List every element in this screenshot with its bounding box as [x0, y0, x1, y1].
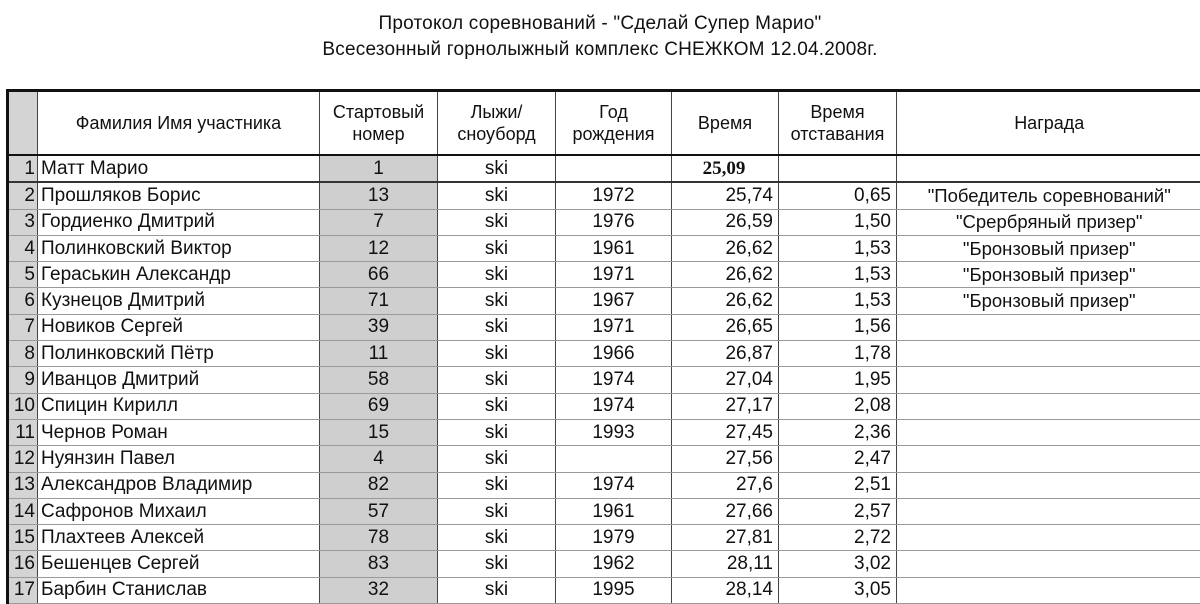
birth-year-cell: 1971: [556, 314, 672, 340]
ski-snowboard-cell: ski: [438, 209, 556, 235]
birth-year-cell: [556, 155, 672, 182]
row-number-cell: 12: [8, 446, 38, 472]
time-cell: 28,11: [672, 551, 779, 577]
participant-name-cell: Гордиенко Дмитрий: [38, 209, 320, 235]
row-number-cell: 6: [8, 288, 38, 314]
header-start-number: [320, 91, 438, 156]
header-name: Фамилия Имя участника: [38, 91, 320, 156]
time-lag-cell: 2,47: [779, 446, 897, 472]
table-row: [8, 235, 1200, 261]
venue-date-subtitle: Всесезонный горнолыжный комплекс СНЕЖКОМ 12.04.2008г.: [0, 37, 1200, 63]
table-row: [8, 182, 1200, 209]
start-number-cell: 32: [320, 577, 438, 603]
start-number-cell: 57: [320, 498, 438, 524]
start-number-cell: 82: [320, 472, 438, 498]
participant-name-cell: Чернов Роман: [38, 419, 320, 445]
time-cell: 27,81: [672, 525, 779, 551]
ski-snowboard-cell: ski: [438, 341, 556, 367]
time-lag-cell: 2,51: [779, 472, 897, 498]
ski-snowboard-cell: ski: [438, 262, 556, 288]
birth-year-cell: [556, 446, 672, 472]
ski-snowboard-cell: ski: [438, 498, 556, 524]
time-lag-cell: 1,95: [779, 367, 897, 393]
time-lag-cell: 0,65: [779, 182, 897, 209]
birth-year-cell: 1976: [556, 209, 672, 235]
birth-year-cell: 1972: [556, 182, 672, 209]
start-number-cell: 66: [320, 262, 438, 288]
row-number-cell: 15: [8, 525, 38, 551]
start-number-cell: 1: [320, 155, 438, 182]
award-cell: "Бронзовый призер": [897, 288, 1200, 314]
award-cell: "Бронзовый призер": [897, 262, 1200, 288]
participant-name-cell: Плахтеев Алексей: [38, 525, 320, 551]
table-row: [8, 498, 1200, 524]
award-cell: "Срербряный призер": [897, 209, 1200, 235]
ski-snowboard-cell: ski: [438, 446, 556, 472]
table-row: [8, 155, 1200, 182]
header-start-number-line1: Стартовый: [322, 101, 435, 123]
header-time-lag: [779, 91, 897, 156]
birth-year-cell: 1966: [556, 341, 672, 367]
table-header-row: [8, 91, 1200, 156]
participant-name-cell: Барбин Станислав: [38, 577, 320, 603]
time-cell: 26,65: [672, 314, 779, 340]
birth-year-cell: 1961: [556, 498, 672, 524]
time-lag-cell: 1,78: [779, 341, 897, 367]
award-cell: "Победитель соревнований": [897, 182, 1200, 209]
participant-name-cell: Спицин Кирилл: [38, 393, 320, 419]
time-lag-cell: 1,53: [779, 288, 897, 314]
row-number-cell: 2: [8, 182, 38, 209]
table-row: [8, 341, 1200, 367]
ski-snowboard-cell: ski: [438, 419, 556, 445]
time-lag-cell: 2,57: [779, 498, 897, 524]
header-lag-line1: Время: [781, 101, 894, 123]
table-row: [8, 525, 1200, 551]
start-number-cell: 12: [320, 235, 438, 261]
award-cell: [897, 551, 1200, 577]
birth-year-cell: 1993: [556, 419, 672, 445]
ski-snowboard-cell: ski: [438, 393, 556, 419]
header-ski-line2: сноуборд: [440, 123, 553, 145]
birth-year-cell: 1971: [556, 262, 672, 288]
start-number-cell: 15: [320, 419, 438, 445]
ski-snowboard-cell: ski: [438, 182, 556, 209]
time-cell: 25,09: [672, 155, 779, 182]
table-row: [8, 551, 1200, 577]
row-number-cell: 3: [8, 209, 38, 235]
start-number-cell: 13: [320, 182, 438, 209]
header-year-line1: Год: [558, 101, 669, 123]
time-cell: 25,74: [672, 182, 779, 209]
ski-snowboard-cell: ski: [438, 525, 556, 551]
time-lag-cell: 2,08: [779, 393, 897, 419]
table-row: [8, 262, 1200, 288]
time-cell: 26,62: [672, 235, 779, 261]
row-number-cell: 1: [8, 155, 38, 182]
start-number-cell: 71: [320, 288, 438, 314]
ski-snowboard-cell: ski: [438, 235, 556, 261]
time-cell: 28,14: [672, 577, 779, 603]
header-start-number-line2: номер: [322, 123, 435, 145]
birth-year-cell: 1974: [556, 393, 672, 419]
results-table: [6, 89, 1200, 604]
award-cell: [897, 393, 1200, 419]
participant-name-cell: Матт Марио: [38, 155, 320, 182]
time-cell: 26,62: [672, 288, 779, 314]
row-number-cell: 11: [8, 419, 38, 445]
award-cell: [897, 472, 1200, 498]
participant-name-cell: Бешенцев Сергей: [38, 551, 320, 577]
header-ski-line1: Лыжи/: [440, 101, 553, 123]
table-row: [8, 393, 1200, 419]
header-award: Награда: [897, 91, 1200, 156]
time-lag-cell: 2,36: [779, 419, 897, 445]
row-number-cell: 7: [8, 314, 38, 340]
participant-name-cell: Гераськин Александр: [38, 262, 320, 288]
time-cell: 26,59: [672, 209, 779, 235]
time-lag-cell: 3,05: [779, 577, 897, 603]
time-lag-cell: 1,50: [779, 209, 897, 235]
participant-name-cell: Прошляков Борис: [38, 182, 320, 209]
award-cell: [897, 577, 1200, 603]
birth-year-cell: 1974: [556, 367, 672, 393]
table-row: [8, 314, 1200, 340]
start-number-cell: 4: [320, 446, 438, 472]
award-cell: [897, 341, 1200, 367]
header-row-number: [8, 91, 38, 156]
time-cell: 27,17: [672, 393, 779, 419]
time-cell: 27,66: [672, 498, 779, 524]
time-cell: 26,87: [672, 341, 779, 367]
participant-name-cell: Нуянзин Павел: [38, 446, 320, 472]
time-cell: 27,45: [672, 419, 779, 445]
time-lag-cell: [779, 155, 897, 182]
time-cell: 26,62: [672, 262, 779, 288]
table-row: [8, 472, 1200, 498]
ski-snowboard-cell: ski: [438, 314, 556, 340]
participant-name-cell: Новиков Сергей: [38, 314, 320, 340]
start-number-cell: 83: [320, 551, 438, 577]
header-birth-year: [556, 91, 672, 156]
start-number-cell: 78: [320, 525, 438, 551]
participant-name-cell: Александров Владимир: [38, 472, 320, 498]
award-cell: [897, 314, 1200, 340]
birth-year-cell: 1974: [556, 472, 672, 498]
table-row: [8, 367, 1200, 393]
table-row: [8, 577, 1200, 603]
birth-year-cell: 1962: [556, 551, 672, 577]
participant-name-cell: Кузнецов Дмитрий: [38, 288, 320, 314]
table-row: [8, 419, 1200, 445]
participant-name-cell: Полинковский Виктор: [38, 235, 320, 261]
header-time: Время: [672, 91, 779, 156]
time-lag-cell: 1,53: [779, 235, 897, 261]
birth-year-cell: 1967: [556, 288, 672, 314]
row-number-cell: 4: [8, 235, 38, 261]
document-title: [0, 11, 1200, 63]
award-cell: [897, 155, 1200, 182]
row-number-cell: 9: [8, 367, 38, 393]
row-number-cell: 8: [8, 341, 38, 367]
birth-year-cell: 1979: [556, 525, 672, 551]
start-number-cell: 7: [320, 209, 438, 235]
time-lag-cell: 1,53: [779, 262, 897, 288]
participant-name-cell: Иванцов Дмитрий: [38, 367, 320, 393]
ski-snowboard-cell: ski: [438, 551, 556, 577]
ski-snowboard-cell: ski: [438, 367, 556, 393]
start-number-cell: 11: [320, 341, 438, 367]
time-lag-cell: 1,56: [779, 314, 897, 340]
award-cell: [897, 446, 1200, 472]
start-number-cell: 58: [320, 367, 438, 393]
time-cell: 27,04: [672, 367, 779, 393]
time-lag-cell: 2,72: [779, 525, 897, 551]
results-body: [8, 155, 1200, 604]
row-number-cell: 13: [8, 472, 38, 498]
participant-name-cell: Полинковский Пётр: [38, 341, 320, 367]
ski-snowboard-cell: ski: [438, 155, 556, 182]
time-lag-cell: 3,02: [779, 551, 897, 577]
header-lag-line2: отставания: [781, 123, 894, 145]
header-ski-snowboard: [438, 91, 556, 156]
competition-title: Протокол соревнований - "Сделай Супер Марио": [0, 11, 1200, 37]
participant-name-cell: Сафронов Михаил: [38, 498, 320, 524]
time-cell: 27,56: [672, 446, 779, 472]
row-number-cell: 14: [8, 498, 38, 524]
table-row: [8, 288, 1200, 314]
start-number-cell: 39: [320, 314, 438, 340]
award-cell: "Бронзовый призер": [897, 235, 1200, 261]
ski-snowboard-cell: ski: [438, 288, 556, 314]
row-number-cell: 5: [8, 262, 38, 288]
award-cell: [897, 498, 1200, 524]
award-cell: [897, 367, 1200, 393]
row-number-cell: 10: [8, 393, 38, 419]
ski-snowboard-cell: ski: [438, 472, 556, 498]
row-number-cell: 17: [8, 577, 38, 603]
table-row: [8, 209, 1200, 235]
start-number-cell: 69: [320, 393, 438, 419]
table-row: [8, 446, 1200, 472]
row-number-cell: 16: [8, 551, 38, 577]
award-cell: [897, 419, 1200, 445]
birth-year-cell: 1995: [556, 577, 672, 603]
time-cell: 27,6: [672, 472, 779, 498]
header-year-line2: рождения: [558, 123, 669, 145]
award-cell: [897, 525, 1200, 551]
birth-year-cell: 1961: [556, 235, 672, 261]
ski-snowboard-cell: ski: [438, 577, 556, 603]
